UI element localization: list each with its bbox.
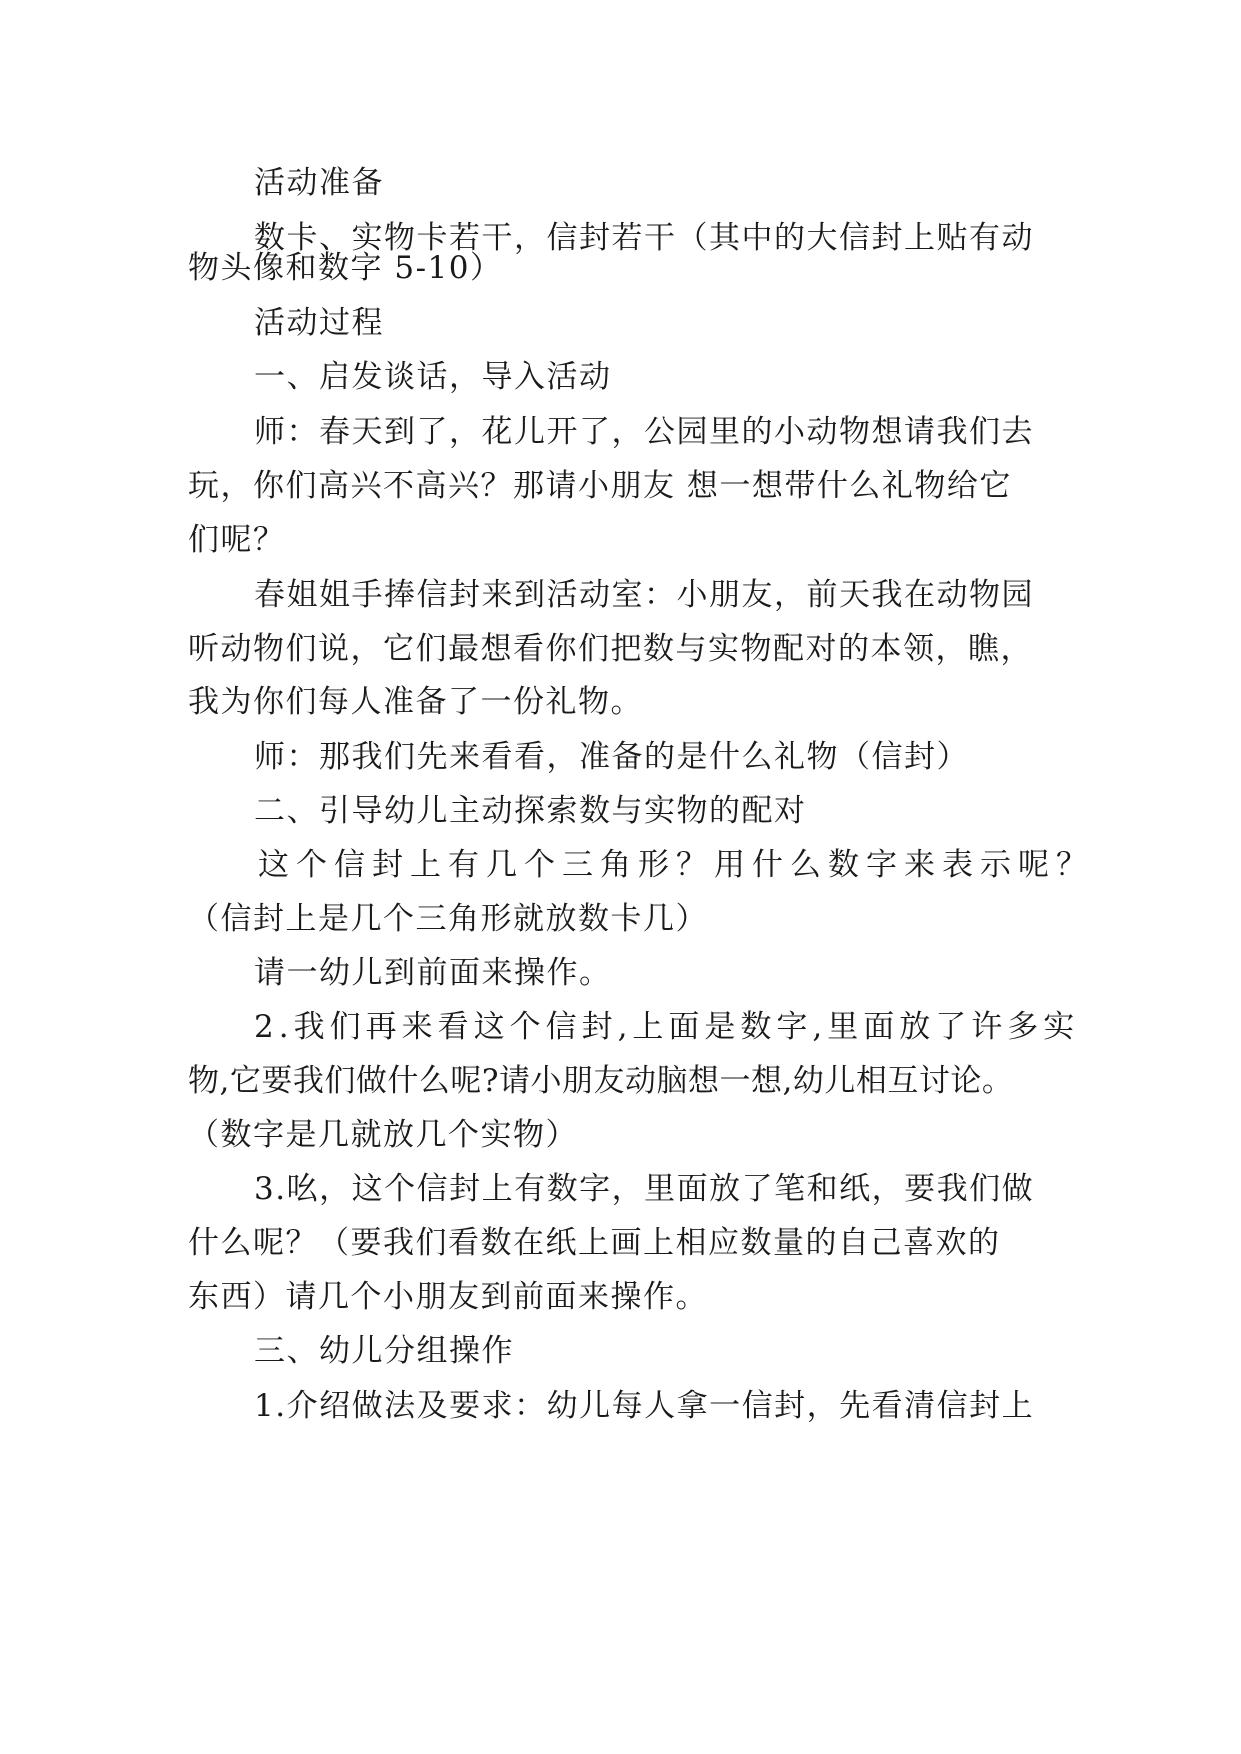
paragraph-line: 物,它要我们做什么呢?请小朋友动脑想一想,幼儿相互讨论。	[188, 1063, 1014, 1099]
section-heading-preparation: 活动准备	[254, 165, 384, 201]
subsection-heading-1: 一、启发谈话，导入活动	[254, 359, 612, 395]
paragraph-line: 东西）请几个小朋友到前面来操作。	[188, 1279, 708, 1315]
paragraph-line: 师：春天到了，花儿开了，公园里的小动物想请我们去	[254, 414, 1034, 450]
paragraph-line: 数卡、实物卡若干，信封若干（其中的大信封上贴有动	[254, 220, 1034, 256]
paragraph-line: 物头像和数字 5-10）	[188, 250, 503, 286]
paragraph-line: （数字是几就放几个实物）	[188, 1117, 578, 1153]
paragraph-line: 3.吆，这个信封上有数字，里面放了笔和纸，要我们做	[254, 1171, 1035, 1207]
paragraph-line: 我为你们每人准备了一份礼物。	[188, 684, 643, 720]
paragraph-line: 师：那我们先来看看，准备的是什么礼物（信封）	[254, 739, 969, 775]
subsection-heading-2: 二、引导幼儿主动探索数与实物的配对	[254, 793, 807, 829]
paragraph-line: 这个信封上有几个三角形？用什么数字来表示呢？	[258, 847, 1094, 883]
paragraph-line: 什么呢？（要我们看数在纸上画上相应数量的自己喜欢的	[188, 1225, 1001, 1261]
paragraph-line: 听动物们说，它们最想看你们把数与实物配对的本领，瞧，	[188, 631, 1033, 667]
section-heading-process: 活动过程	[254, 305, 384, 341]
paragraph-line: 春姐姐手捧信封来到活动室：小朋友，前天我在动物园	[254, 577, 1034, 613]
paragraph-line: 玩，你们高兴不高兴？那请小朋友 想一想带什么礼物给它	[188, 468, 1012, 504]
paragraph-line: 们呢？	[188, 522, 286, 558]
paragraph-line: 2.我们再来看这个信封,上面是数字,里面放了许多实	[254, 1009, 1080, 1045]
paragraph-line: 1.介绍做法及要求：幼儿每人拿一信封，先看清信封上	[254, 1388, 1035, 1424]
paragraph-line: （信封上是几个三角形就放数卡几）	[188, 901, 708, 937]
subsection-heading-3: 三、幼儿分组操作	[254, 1333, 514, 1369]
paragraph-line: 请一幼儿到前面来操作。	[254, 955, 612, 991]
